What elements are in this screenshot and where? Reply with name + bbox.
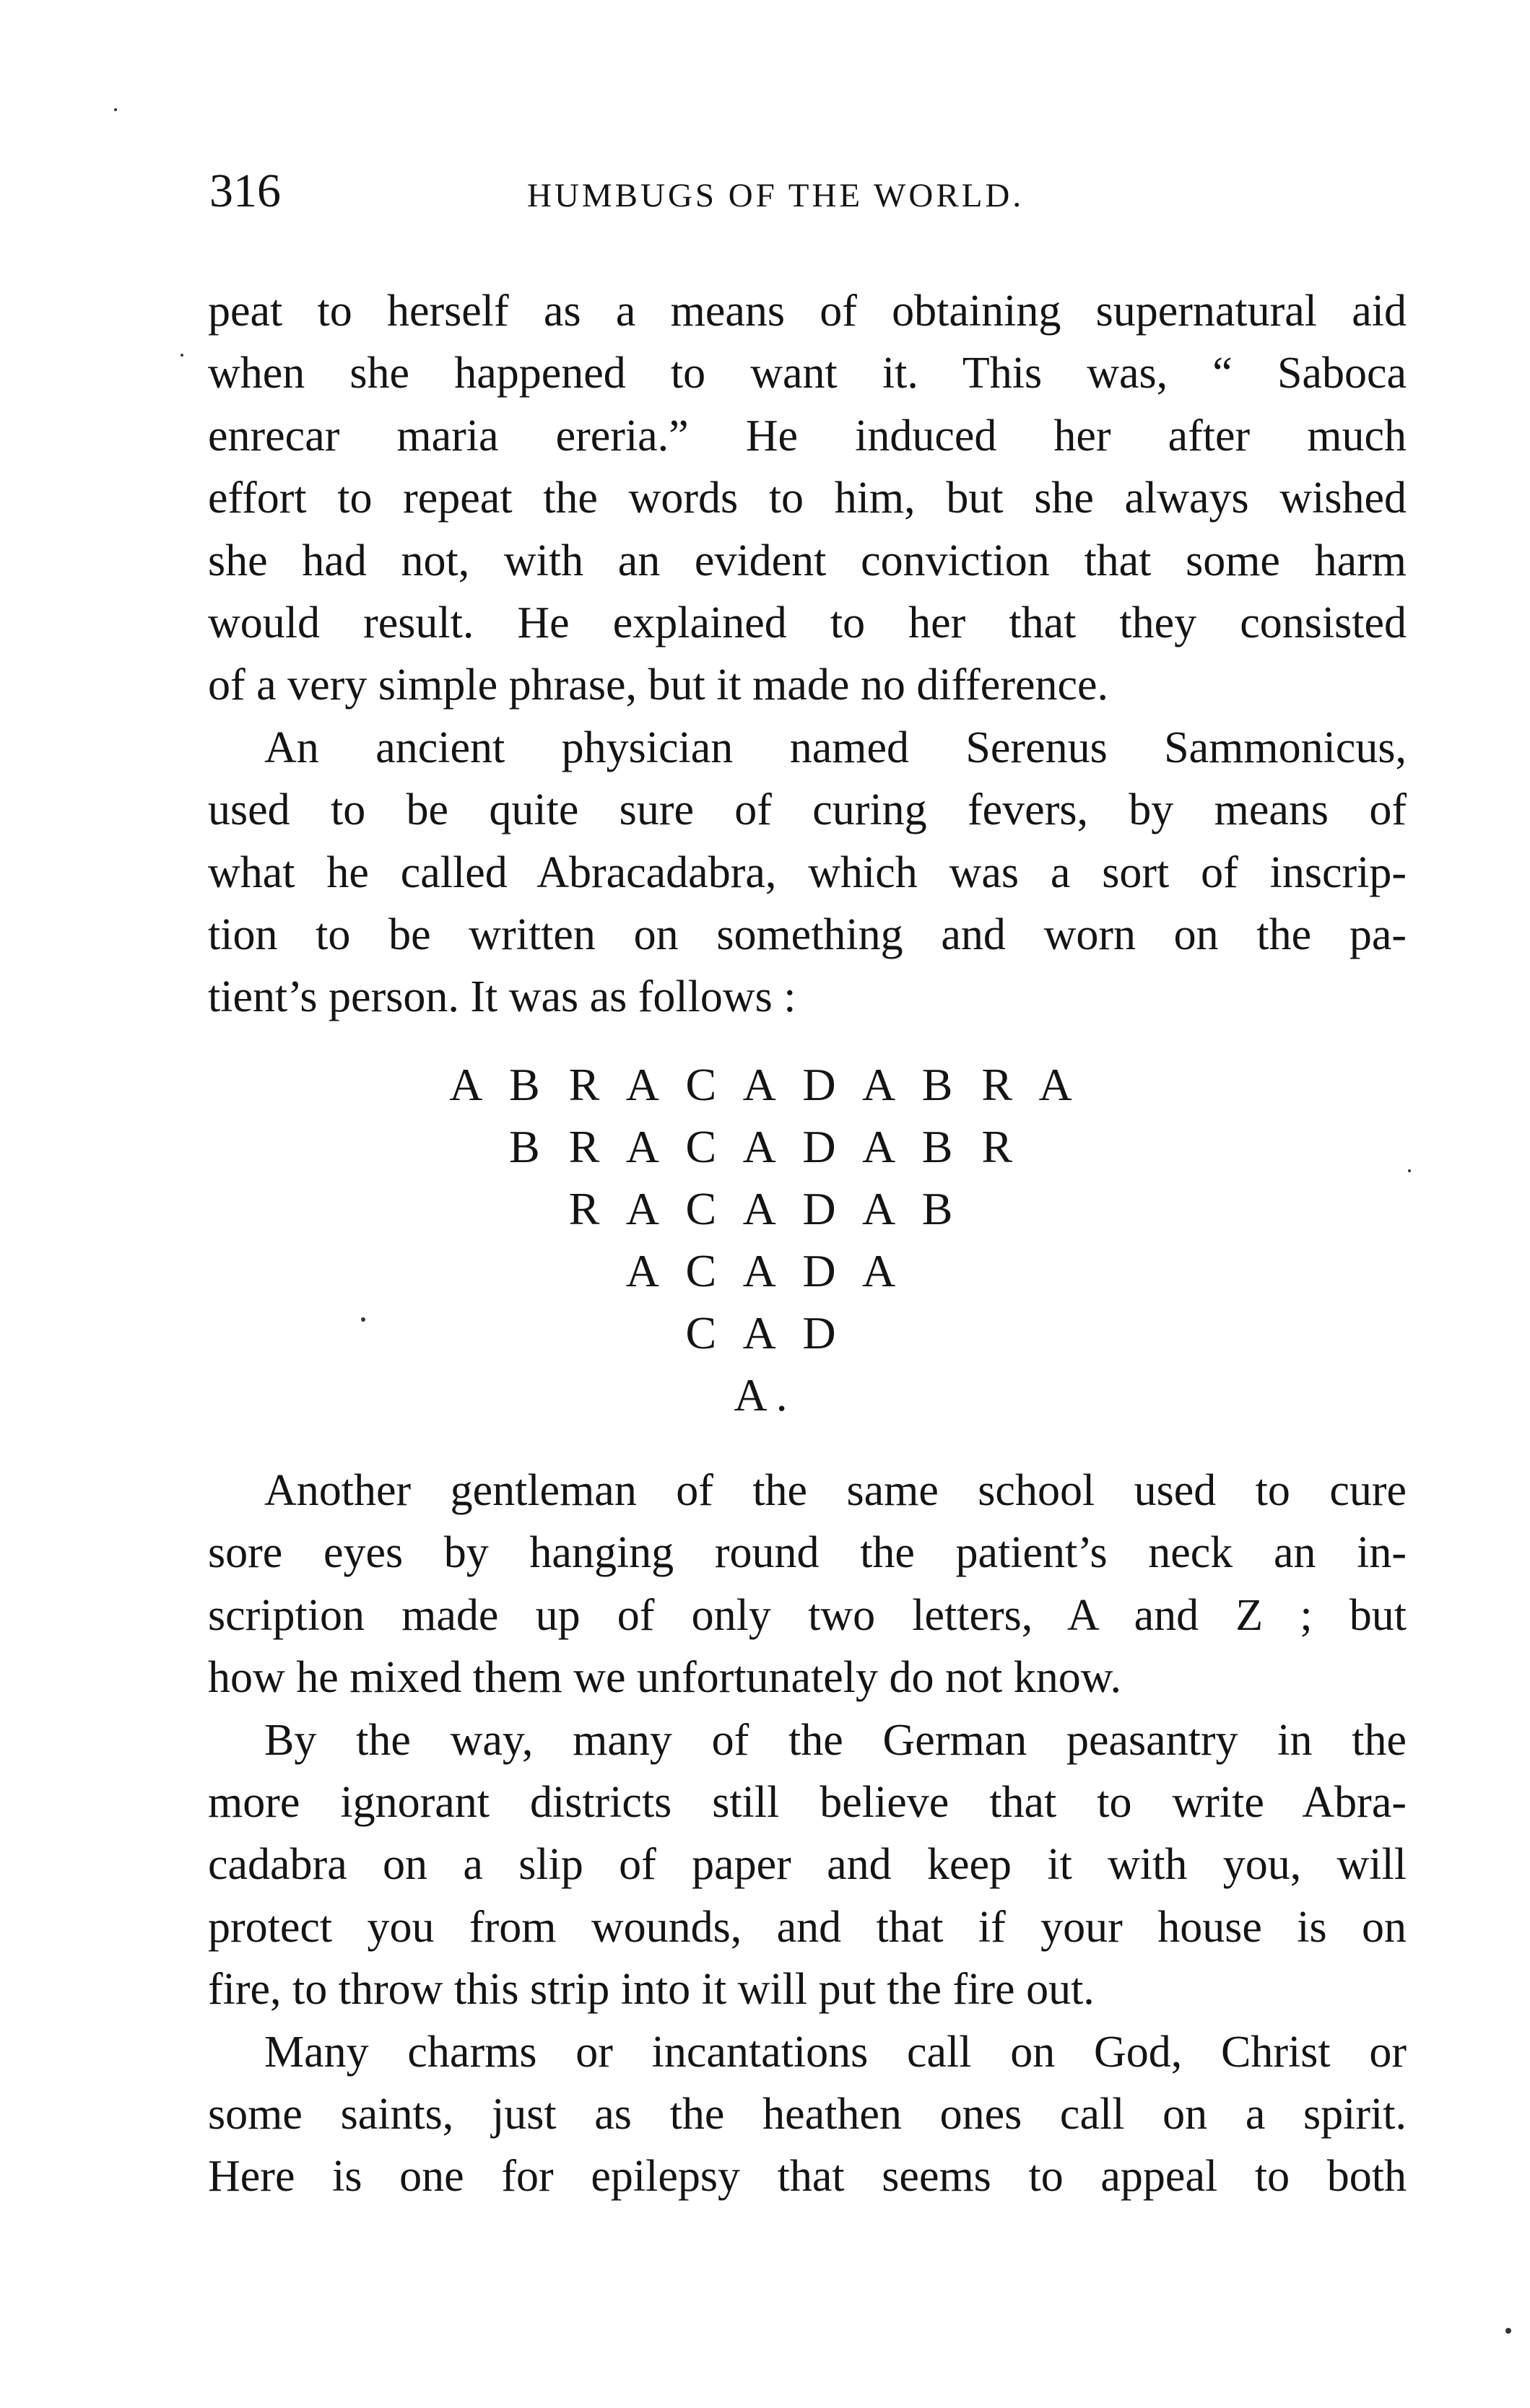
text-line: protect you from wounds, and that if your house is on [208, 1902, 1407, 1952]
text-line: sore eyes by hanging round the patient’s neck an in- [208, 1528, 1407, 1578]
text-line: how he mixed them we unfortunately do not know. [208, 1653, 1122, 1703]
text-line: scription made up of only two letters, A and Z ; but [208, 1590, 1407, 1640]
print-speck [1505, 2328, 1511, 2334]
text-line: cadabra on a slip of paper and keep it with you, will [208, 1840, 1407, 1890]
print-speck [1408, 1169, 1411, 1172]
text-line: fire, to throw this strip into it will put the fire out. [208, 1965, 1095, 2015]
text-line: An ancient physician named Serenus Sammonicus, [264, 723, 1407, 772]
text-line: Another gentleman of the same school used to cure [264, 1466, 1407, 1515]
text-line: Here is one for epilepsy that seems to appeal to both [208, 2152, 1407, 2202]
text-line: tient’s person. It was as follows : [208, 972, 796, 1022]
print-speck [361, 1317, 365, 1322]
text-line: peat to herself as a means of obtaining supernatural aid [208, 287, 1407, 336]
text-line: Many charms or incantations call on God, Christ or [264, 2027, 1407, 2077]
running-head: HUMBUGS OF THE WORLD. [527, 177, 1025, 214]
print-speck [114, 108, 117, 111]
abracadabra-line: A. [734, 1369, 796, 1421]
text-line: of a very simple phrase, but it made no difference. [208, 660, 1109, 710]
text-line: some saints, just as the heathen ones call on a spirit. [208, 2090, 1407, 2139]
paragraph-4 [208, 1709, 1407, 2021]
print-speck [181, 354, 183, 357]
paragraph-2 [208, 717, 1407, 1029]
text-line: tion to be written on something and worn on the pa- [208, 910, 1407, 960]
page-number: 316 [209, 165, 281, 217]
text-line: effort to repeat the words to him, but she always wished [208, 474, 1407, 523]
abracadabra-triangle [0, 1054, 1530, 1426]
text-line: she had not, with an evident conviction that some harm [208, 536, 1407, 585]
text-line: used to be quite sure of curing fevers, by means of [208, 785, 1407, 835]
abracadabra-line: B R A C A D A B R [508, 1121, 1022, 1172]
paragraph-1 [208, 280, 1407, 717]
text-line: By the way, many of the German peasantry in the [264, 1715, 1407, 1765]
text-line: more ignorant districts still believe that to write Abra- [208, 1778, 1407, 1828]
abracadabra-line: A B R A C A D A B R A [449, 1059, 1081, 1110]
text-line: what he called Abracadabra, which was a sort of inscrip- [208, 847, 1407, 897]
abracadabra-line: R A C A D A B [568, 1183, 962, 1234]
abracadabra-line: C A D [685, 1307, 845, 1358]
text-line: would result. He explained to her that they consisted [208, 598, 1407, 648]
text-line: when she happened to want it. This was, “ Saboca [208, 349, 1407, 398]
paragraph-5 [208, 2021, 1407, 2208]
paragraph-3 [208, 1460, 1407, 1709]
abracadabra-line: A C A D A [625, 1245, 905, 1296]
text-block-bottom [208, 1460, 1407, 2208]
text-block-top [208, 280, 1407, 1029]
text-line: enrecar maria ereria.” He induced her after much [208, 411, 1407, 461]
